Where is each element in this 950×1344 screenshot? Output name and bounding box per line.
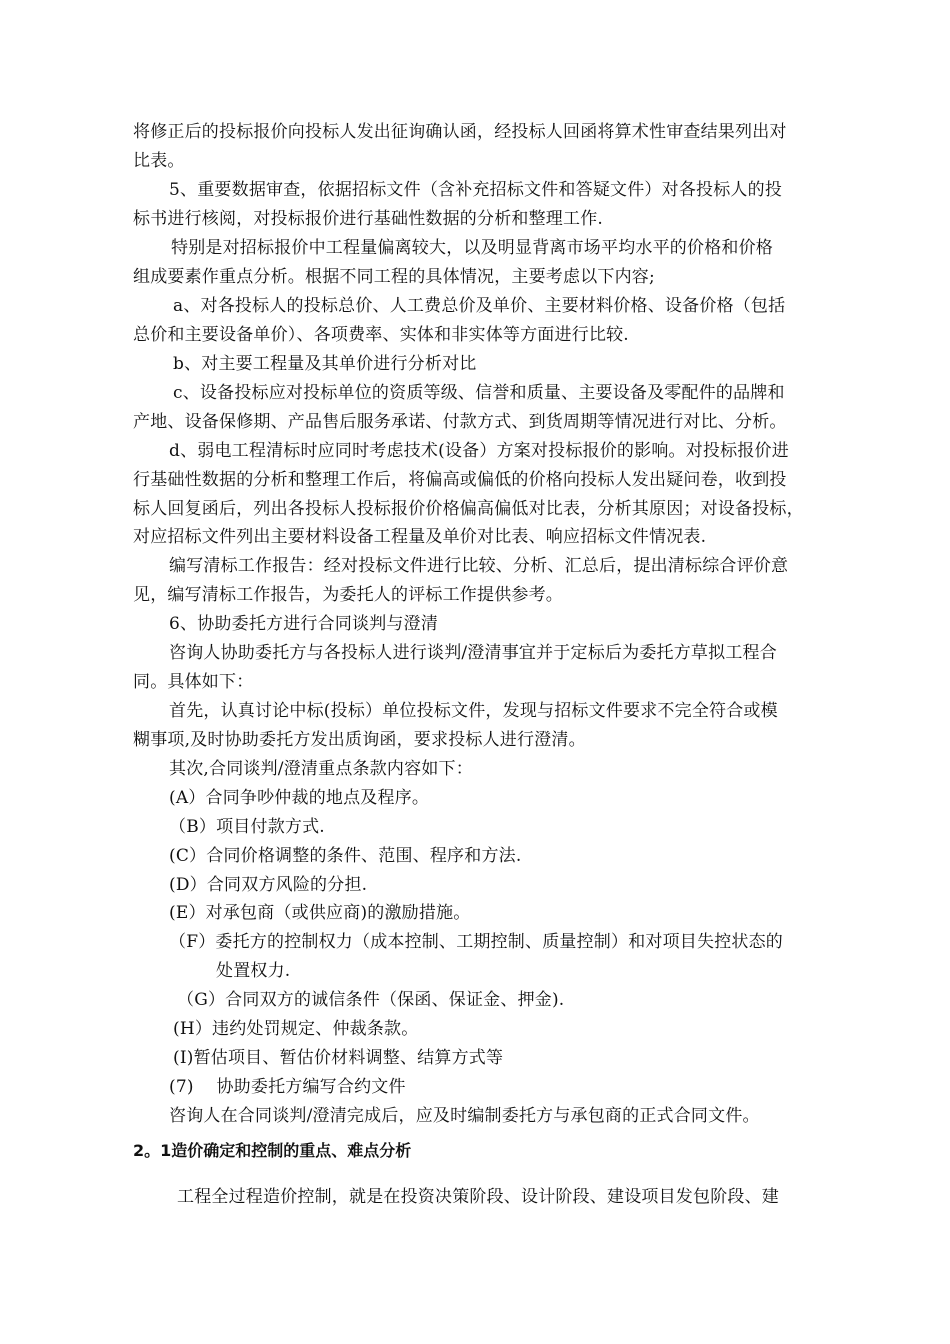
- text-line: 糊事项,及时协助委托方发出质询函，要求投标人进行澄清。: [133, 730, 586, 750]
- list-item: (I)暂估项目、暂估价材料调整、结算方式等: [173, 1048, 504, 1068]
- list-item: (E）对承包商（或供应商)的激励措施。: [169, 903, 471, 923]
- text-line: 比表。: [133, 151, 185, 171]
- list-item: 处置权力.: [216, 961, 291, 981]
- list-item: (H）违约处罚规定、仲裁条款。: [173, 1019, 419, 1039]
- text-line: 对应招标文件列出主要材料设备工程量及单价对比表、响应招标文件情况表.: [133, 527, 707, 547]
- text-line: 见，编写清标工作报告，为委托人的评标工作提供参考。: [133, 585, 563, 605]
- list-item: (D）合同双方风险的分担.: [169, 875, 368, 895]
- section-heading: 2。1造价确定和控制的重点、难点分析: [133, 1141, 412, 1160]
- text-line: b、对主要工程量及其单价进行分析对比: [173, 354, 477, 374]
- text-line: 其次,合同谈判/澄清重点条款内容如下：: [169, 759, 473, 779]
- text-line: 首先，认真讨论中标(投标）单位投标文件，发现与招标文件要求不完全符合或模: [169, 701, 778, 721]
- text-line: c、设备投标应对投标单位的资质等级、信誉和质量、主要设备及零配件的品牌和: [173, 383, 785, 403]
- text-line: 将修正后的投标报价向投标人发出征询确认函，经投标人回函将算术性审查结果列出对: [133, 122, 787, 142]
- list-item: （F）委托方的控制权力（成本控制、工期控制、质量控制）和对项目失控状态的: [169, 932, 783, 952]
- list-item: (A）合同争吵仲裁的地点及程序。: [169, 788, 430, 808]
- list-item: （G）合同双方的诚信条件（保函、保证金、押金).: [177, 990, 565, 1010]
- text-line: 产地、设备保修期、产品售后服务承诺、付款方式、到货周期等情况进行对比、分析。: [133, 412, 787, 432]
- text-line: 工程全过程造价控制，就是在投资决策阶段、设计阶段、建设项目发包阶段、建: [177, 1187, 779, 1207]
- text-line: 组成要素作重点分析。根据不同工程的具体情况，主要考虑以下内容;: [133, 267, 655, 287]
- text-line: 5、重要数据审查，依据招标文件（含补充招标文件和答疑文件）对各投标人的投: [169, 180, 783, 200]
- text-line: a、对各投标人的投标总价、人工费总价及单价、主要材料价格、设备价格（包括: [173, 296, 786, 316]
- text-line: 6、协助委托方进行合同谈判与澄清: [169, 614, 439, 634]
- text-line: 咨询人协助委托方与各投标人进行谈判/澄清事宜并于定标后为委托方草拟工程合: [169, 643, 777, 663]
- text-line: 咨询人在合同谈判/澄清完成后，应及时编制委托方与承包商的正式合同文件。: [169, 1106, 760, 1126]
- text-line: 同。具体如下：: [133, 672, 254, 692]
- text-line: d、弱电工程清标时应同时考虑技术(设备）方案对投标报价的影响。对投标报价进: [169, 441, 789, 461]
- list-item: （B）项目付款方式.: [169, 817, 325, 837]
- list-item: (7) 协助委托方编写合约文件: [169, 1077, 406, 1097]
- text-line: 标人回复函后，列出各投标人投标报价价格偏高偏低对比表，分析其原因；对设备投标，: [133, 499, 804, 519]
- text-line: 编写清标工作报告：经对投标文件进行比较、分析、汇总后，提出清标综合评价意: [169, 556, 789, 576]
- text-line: 行基础性数据的分析和整理工作后，将偏高或偏低的价格向投标人发出疑问卷，收到投: [133, 470, 787, 490]
- text-line: 特别是对招标报价中工程量偏离较大，以及明显背离市场平均水平的价格和价格: [171, 238, 773, 258]
- text-line: 标书进行核阅，对投标报价进行基础性数据的分析和整理工作.: [133, 209, 604, 229]
- text-line: 总价和主要设备单价）、各项费率、实体和非实体等方面进行比较.: [133, 325, 629, 345]
- list-item: (C）合同价格调整的条件、范围、程序和方法.: [169, 846, 522, 866]
